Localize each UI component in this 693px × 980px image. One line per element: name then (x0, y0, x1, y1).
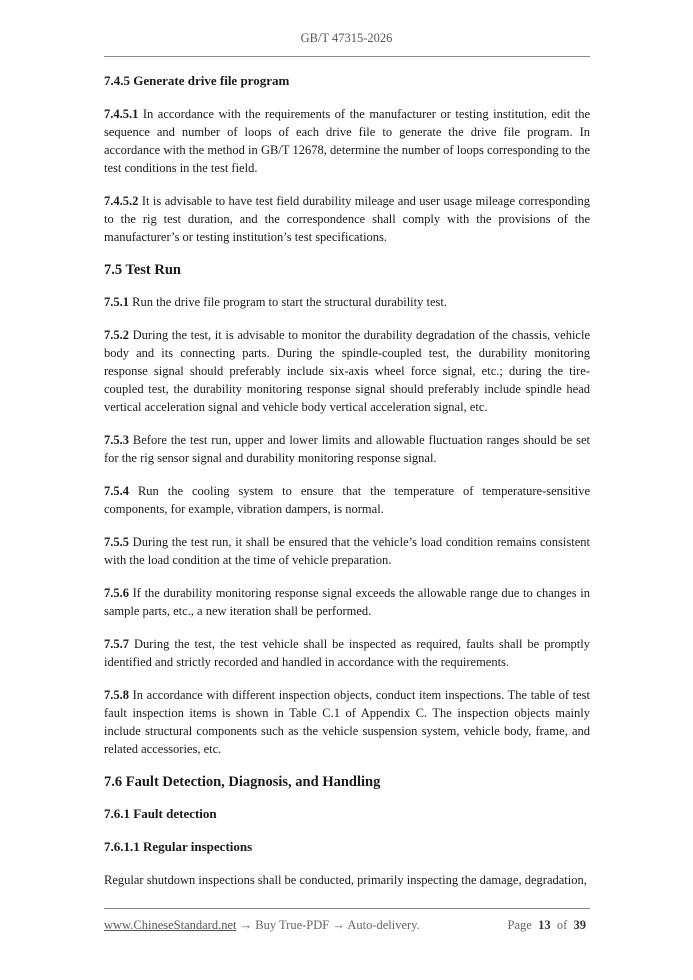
clause-number: 7.5.6 (104, 586, 129, 600)
arrow-right-icon: → (329, 918, 348, 932)
section-heading: 7.5 Test Run (104, 262, 181, 278)
header-rule (104, 56, 590, 57)
arrow-right-icon: → (236, 918, 256, 932)
paragraph (104, 635, 590, 671)
section-heading: 7.6 Fault Detection, Diagnosis, and Handling (104, 774, 381, 790)
paragraph (104, 105, 590, 177)
paragraph-text: It is advisable to have test field durability mileage and user usage mileage corresponding to the rig test duration, and the correspondence shall comply with the provisions of the manufacturer’s or testing institution’s test specifications. (104, 194, 590, 244)
paragraph-text: During the test run, it shall be ensured that the vehicle’s load condition remains consistent with the load condition at the time of vehicle preparation. (104, 535, 590, 567)
page-label: Page (507, 918, 532, 932)
document-header: GB/T 47315-2026 (300, 31, 393, 45)
paragraph-text: Run the cooling system to ensure that the temperature of temperature-sensitive components, for example, vibration dampers, is normal. (104, 484, 590, 516)
paragraph-text: Regular shutdown inspections shall be conducted, primarily inspecting the damage, degradation, (104, 873, 587, 887)
page-footer (104, 918, 590, 933)
paragraph-text: During the test, the test vehicle shall be inspected as required, faults shall be promptly identified and strictly recorded and handled in accordance with the requirements. (104, 637, 590, 669)
footer-rule (104, 908, 590, 909)
buy-pdf-link[interactable]: Buy True-PDF (255, 918, 330, 932)
site-link[interactable]: www.ChineseStandard.net (104, 918, 237, 932)
paragraph-text: Before the test run, upper and lower limits and allowable fluctuation ranges should be set for the rig sensor signal and durability monitoring response signal. (104, 433, 590, 465)
paragraph (104, 533, 590, 569)
paragraph-text: Run the drive file program to start the structural durability test. (129, 295, 447, 309)
paragraph (104, 871, 590, 889)
subsection-heading: 7.6.1 Fault detection (104, 806, 217, 821)
of-label: of (556, 918, 568, 932)
page-number: 13 (538, 918, 551, 932)
paragraph-text: In accordance with different inspection objects, conduct item inspections. The table of test fault inspection items is shown in Table C.1 of Appendix C. The inspection objects mainly include structural components such as the vehicle suspension system, vehicle body, frame, and related accessories, etc. (104, 688, 590, 756)
clause-number: 7.5.3 (104, 433, 129, 447)
page-total: 39 (573, 918, 586, 932)
paragraph (104, 482, 590, 518)
document-body (104, 72, 590, 904)
clause-number: 7.5.7 (104, 637, 129, 651)
paragraph (104, 686, 590, 758)
paragraph-text: If the durability monitoring response signal exceeds the allowable range due to changes in sample parts, etc., a new iteration shall be performed. (104, 586, 590, 618)
subsection-heading: 7.4.5 Generate drive file program (104, 73, 290, 88)
paragraph (104, 431, 590, 467)
paragraph-text: In accordance with the requirements of the manufacturer or testing institution, edit the sequence and number of loops of each drive file to generate the drive file program. In accordance with the method in GB/T 12678, determine the number of loops corresponding to the test conditions in the test field. (104, 107, 590, 175)
paragraph (104, 584, 590, 620)
clause-number: 7.5.1 (104, 295, 129, 309)
paragraph-text: During the test, it is advisable to monitor the durability degradation of the chassis, vehicle body and its connecting parts. During the spindle-coupled test, the durability monitoring response signal should preferably include six-axis wheel force signal, etc.; during the tire-coupled test, the durability monitoring response signal should preferably include spindle head vertical acceleration signal and vehicle body vertical acceleration signal, etc. (104, 328, 590, 414)
paragraph (104, 326, 590, 416)
page-indicator (508, 918, 586, 933)
clause-number: 7.4.5.1 (104, 107, 139, 121)
clause-number: 7.5.4 (104, 484, 129, 498)
clause-number: 7.5.2 (104, 328, 129, 342)
paragraph (104, 293, 590, 311)
subsection-heading: 7.6.1.1 Regular inspections (104, 839, 253, 854)
clause-number: 7.5.5 (104, 535, 129, 549)
auto-delivery-text: Auto-delivery. (347, 918, 420, 932)
paragraph (104, 192, 590, 246)
clause-number: 7.4.5.2 (104, 194, 139, 208)
clause-number: 7.5.8 (104, 688, 129, 702)
